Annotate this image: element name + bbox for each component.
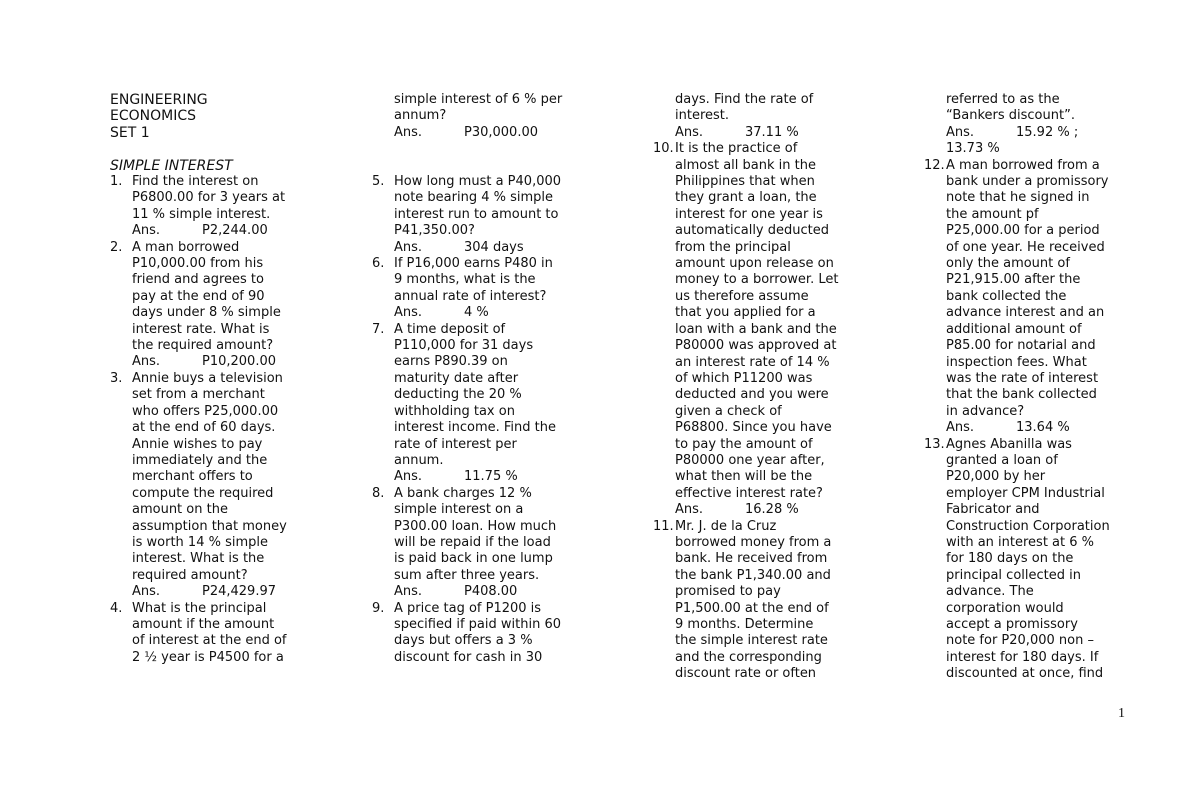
answer-1 — [110, 223, 310, 239]
problem-text: A time deposit of P110,000 for 31 days earns P890.39 on maturity date after deducting the 20 % withholding tax on interest income. Find the rate of interest per annum. — [394, 321, 556, 468]
answer-3 — [110, 584, 310, 600]
indent-spacer — [924, 92, 946, 125]
problem-number: 2. — [110, 239, 123, 255]
answer-label: Ans. — [394, 239, 423, 255]
document-title: ENGINEERING ECONOMICS SET 1 — [110, 92, 208, 141]
answer-value: 37.11 % — [745, 124, 799, 140]
answer-value: P2,244.00 — [202, 223, 268, 239]
problem-text: How long must a P40,000 note bearing 4 % simple interest run to amount to P41,350.00? — [394, 174, 562, 239]
problem-text: A man borrowed from a bank under a promissory note that he signed in the amount pf P25,000.00 for a period of one year. He received only the amount of P21,915.00 after the bank collected the advance interest and an additional amount of P85.00 for notarial and inspection fees. What was the rate of interest that the bank collected in advance? — [946, 157, 1109, 419]
answer-label: Ans. — [132, 354, 161, 370]
spacer — [110, 141, 310, 157]
problem-text: A man borrowed P10,000.00 from his friend and agrees to pay at the end of 90 days under 8 % simple interest rate. What is the required amount? — [132, 239, 281, 354]
column-2 — [372, 92, 587, 666]
section-heading: SIMPLE INTEREST — [110, 157, 233, 174]
problem-11 — [653, 519, 868, 683]
answer-value: P10,200.00 — [202, 354, 277, 370]
answer-7 — [372, 469, 587, 485]
answer-12 — [924, 420, 1139, 436]
problem-text: It is the practice of almost all bank in the Philippines that when they grant a loan, the interest for one year is automatically deducted from the principal amount upon release on money to a borrower. Let us therefore assume that you applied for a loan with a bank and the P80000 was approved at an interest rate of 14 % of which P11200 was deducted and you were given a check of P68800. Since you have to pay the amount of P80000 one year after, what then will be the effective interest rate? — [675, 141, 839, 501]
problem-number: 9. — [372, 600, 385, 616]
problem-4 — [110, 601, 310, 667]
answer-label: Ans. — [946, 420, 975, 436]
problem-1 — [110, 174, 310, 223]
problem-text: simple interest of 6 % per annum? — [394, 92, 563, 124]
problem-text: Annie buys a television set from a merchant who offers P25,000.00 at the end of 60 days. Annie wishes to pay immediately and the merchant offers to compute the required amount on the assumption that money is worth 14 % simple interest. What is the required amount? — [132, 370, 287, 583]
problem-9 — [372, 601, 587, 667]
spacer — [372, 141, 587, 157]
problem-number: 13. — [924, 436, 945, 452]
answer-value: 4 % — [464, 305, 489, 321]
problem-number: 5. — [372, 174, 385, 189]
spacer — [372, 158, 587, 174]
column-1 — [110, 92, 310, 666]
problem-11-continued — [924, 92, 1139, 125]
answer-11 — [924, 125, 1139, 141]
answer-value: 15.92 % ; — [1016, 124, 1079, 140]
answer-label: Ans. — [946, 124, 975, 140]
problem-number: 12. — [924, 157, 945, 173]
problem-number: 8. — [372, 485, 385, 501]
problem-5 — [372, 174, 587, 240]
column-4 — [924, 92, 1139, 683]
indent-spacer — [372, 92, 394, 125]
answer-6 — [372, 305, 587, 321]
problem-number: 1. — [110, 174, 123, 190]
answer-value: P408.00 — [464, 584, 518, 600]
problem-number: 11. — [653, 518, 674, 534]
problem-number: 4. — [110, 600, 123, 616]
problem-text: referred to as the “Bankers discount”. — [946, 92, 1075, 124]
indent-spacer — [653, 92, 675, 125]
answer-label: Ans. — [132, 584, 161, 600]
answer-label: Ans. — [675, 502, 704, 518]
answer-4 — [372, 125, 587, 141]
answer-label: Ans. — [394, 469, 423, 485]
problem-13 — [924, 437, 1139, 683]
answer-label: Ans. — [394, 124, 423, 140]
problem-text: Agnes Abanilla was granted a loan of P20,000 by her employer CPM Industrial Fabricator and Construction Corporation with an interest at 6 % for 180 days on the principal collected in advance. The corporation would accept a promissory note for P20,000 non – interest for 180 days. If discounted at once, find — [946, 436, 1110, 682]
answer-9 — [653, 125, 868, 141]
problem-text: Mr. J. de la Cruz borrowed money from a bank. He received from the bank P1,340.00 and promised to pay P1,500.00 at the end of 9 months. Determine the simple interest rate and the corresponding discount rate or often — [675, 518, 832, 682]
problem-text: What is the principal amount if the amount of interest at the end of 2 ½ year is P4500 for a — [132, 600, 287, 665]
answer-label: Ans. — [394, 305, 423, 321]
problem-2 — [110, 240, 310, 355]
answer-10 — [653, 502, 868, 518]
answer-value-extra: 13.73 % — [946, 141, 1000, 157]
page-number: 1 — [1118, 706, 1125, 721]
answer-value: 13.64 % — [1016, 420, 1070, 436]
problem-12 — [924, 158, 1139, 421]
answer-label: Ans. — [675, 124, 704, 140]
problem-3 — [110, 371, 310, 584]
column-3 — [653, 92, 868, 683]
problem-7 — [372, 322, 587, 470]
problem-9-continued — [653, 92, 868, 125]
answer-5 — [372, 240, 587, 256]
problem-number: 7. — [372, 321, 385, 337]
answer-11-extra — [924, 141, 1139, 157]
answer-value: 11.75 % — [464, 469, 518, 485]
problem-number: 10. — [653, 141, 674, 157]
problem-number: 3. — [110, 370, 123, 386]
answer-value: 304 days — [464, 239, 524, 255]
answer-label: Ans. — [132, 223, 161, 239]
problem-text: Find the interest on P6800.00 for 3 years at 11 % simple interest. — [132, 174, 286, 222]
answer-value: P30,000.00 — [464, 124, 539, 140]
problem-text: A bank charges 12 % simple interest on a P300.00 loan. How much will be repaid if the load is paid back in one lump sum after three years. — [394, 485, 557, 583]
problem-text: days. Find the rate of interest. — [675, 92, 814, 124]
answer-label: Ans. — [394, 584, 423, 600]
problem-6 — [372, 256, 587, 305]
problem-10 — [653, 141, 868, 502]
answer-2 — [110, 354, 310, 370]
answer-value: P24,429.97 — [202, 584, 277, 600]
problem-8 — [372, 486, 587, 584]
problem-text: If P16,000 earns P480 in 9 months, what is the annual rate of interest? — [394, 256, 553, 304]
answer-value: 16.28 % — [745, 502, 799, 518]
problem-text: A price tag of P1200 is specified if paid within 60 days but offers a 3 % discount for cash in 30 — [394, 600, 561, 665]
problem-4-continued — [372, 92, 587, 125]
answer-8 — [372, 584, 587, 600]
problem-number: 6. — [372, 256, 385, 272]
